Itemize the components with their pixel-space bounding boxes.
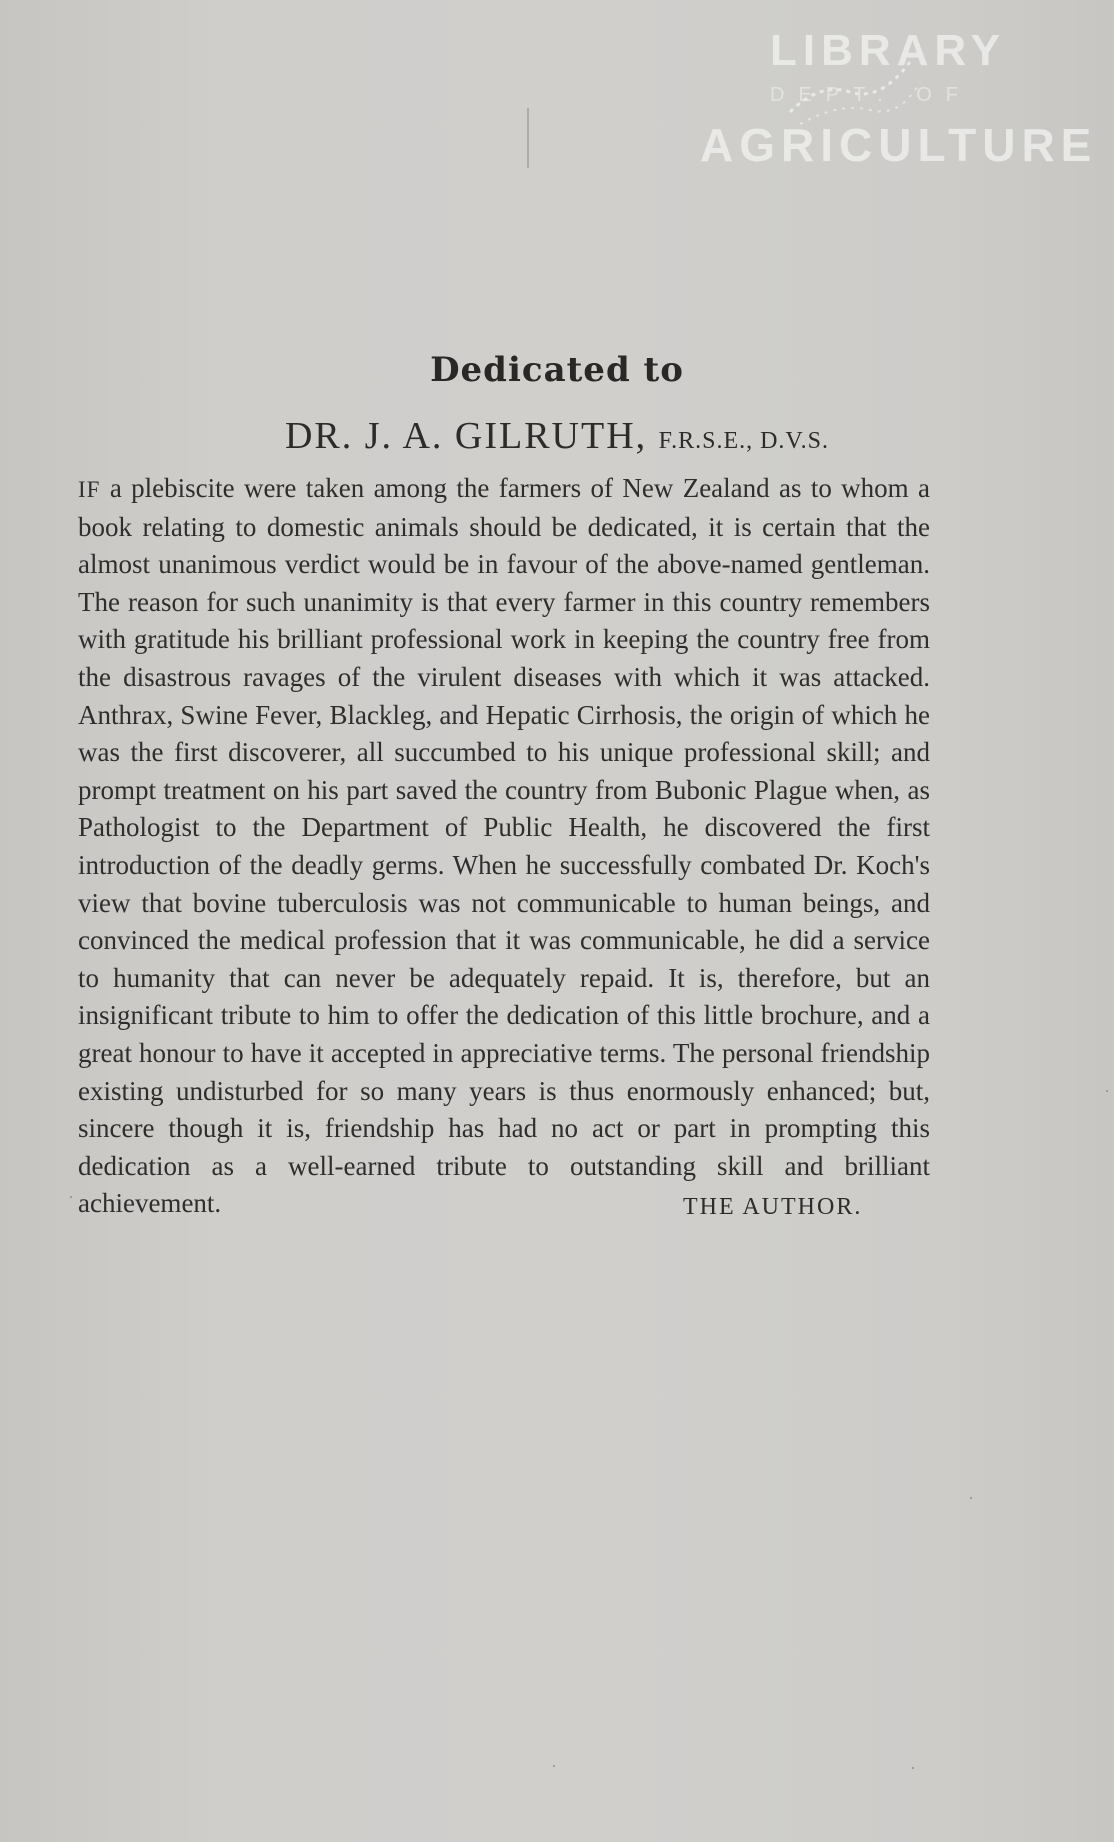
paper-speck (970, 1497, 972, 1499)
dedicatee-degrees: F.R.S.E., D.V.S. (658, 428, 830, 454)
dedicatee-prefix: DR. (284, 415, 354, 457)
author-signature: THE AUTHOR. (683, 1194, 863, 1220)
paper-crease (527, 108, 529, 168)
paper-speck (553, 1765, 555, 1767)
dedicatee-name (0, 414, 1114, 458)
paper-speck (1106, 1090, 1108, 1092)
library-stamp (690, 22, 1098, 172)
paragraph-lead-word: IF (78, 477, 101, 502)
paragraph-text: a plebiscite were taken among the farmers of New Zealand as to whom a book relating to domestic animals should be dedicated, it is certain that the almost unanimous verdict would be in favour of the above-named gentleman. The reason for such unanimity is that every farmer in this country remembers with gratitude his brilliant professional work in keeping the country free from the disastrous ravages of the virulent diseases with which it was attacked. Anthrax, Swine Fever, Blackleg, and Hepatic Cirrhosis, the origin of which he was the first discoverer, all succumbed to his unique professional skill; and prompt treatment on his part saved the country from Bubonic Plague when, as Pathologist to the Department of Public Health, he discovered the first introduction of the deadly germs. When he successfully combated Dr. Koch's view that bovine tuberculosis was not communicable to human beings, and convinced the medical profession that it was communicable, he did a service to humanity that can never be adequately repaid. It is, therefore, but an insignificant tribute to him to offer the dedication of this little brochure, and a great honour to have it accepted in appreciative terms. The personal friendship existing undisturbed for so many years is thus enormously enhanced; but, sincere though it is, friendship has had no act or part in prompting this dedication as a well-earned tribute to outstanding skill and brilliant achievement. (78, 473, 931, 1219)
stamp-line-2: DEPT. OF (770, 84, 973, 106)
dedication-paragraph (78, 470, 930, 1223)
stamp-line-3: AGRICULTURE (700, 119, 1098, 171)
stamp-scribble-icon (780, 52, 930, 132)
dedication-heading: Dedicated to (430, 350, 684, 390)
stamp-line-1: LIBRARY (770, 26, 1006, 75)
dedicatee-full-name: J. A. GILRUTH, (364, 415, 648, 457)
paper-speck (70, 1196, 72, 1198)
paper-speck (912, 1767, 914, 1769)
